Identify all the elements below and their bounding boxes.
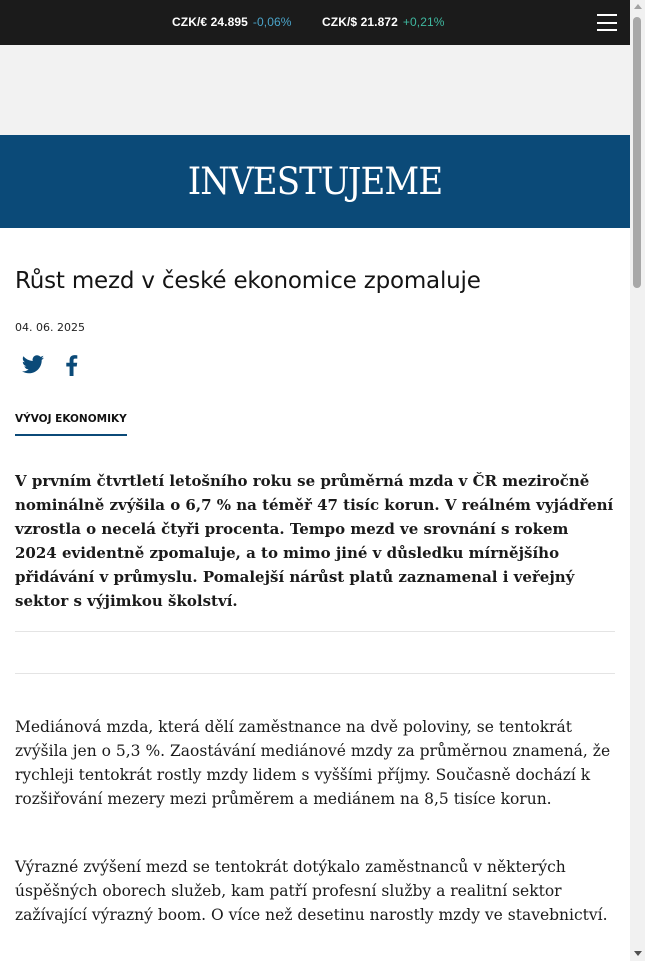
scrollbar-thumb[interactable]: [633, 17, 641, 288]
divider: [15, 673, 615, 674]
top-bar: [0, 0, 630, 45]
ticker-change: +0,21%: [402, 15, 445, 29]
article-paragraph: Mediánová mzda, která dělí zaměstnance na dvě poloviny, se tentokrát zvýšila jen o 5,3 %. Zaostávání mediánové mzdy za průměrnou znamená, že rychleji tentokrát rostly mzdy lidem s vyššími příjmy. Současně dochází k rozšiřování mezery mezi průměrem a mediánem na 8,5 tisíce korun.: [15, 718, 611, 808]
article-date: 04. 06. 2025: [15, 321, 85, 334]
twitter-icon[interactable]: [21, 353, 45, 377]
facebook-icon[interactable]: [60, 353, 84, 377]
article-title: Růst mezd v české ekonomice zpomaluje: [15, 268, 481, 294]
ticker-eur: [172, 15, 292, 29]
hamburger-menu-icon[interactable]: [597, 14, 617, 31]
ad-placeholder: [0, 45, 630, 135]
brand-header: [0, 135, 630, 228]
scroll-down-arrow-icon[interactable]: [634, 951, 642, 956]
category-tag[interactable]: VÝVOJ EKONOMIKY: [15, 413, 127, 436]
ticker-pair: CZK/$ 21.872: [322, 15, 398, 29]
ticker-pair: CZK/€ 24.895: [172, 15, 248, 29]
divider: [15, 631, 615, 632]
ticker-usd: [322, 15, 445, 29]
ticker-change: -0,06%: [252, 15, 292, 29]
scrollbar[interactable]: [630, 0, 645, 961]
site-logo[interactable]: INVESTUJEME: [187, 160, 443, 203]
scroll-up-arrow-icon[interactable]: [634, 4, 642, 9]
article-perex: V prvním čtvrtletí letošního roku se průměrná mzda v ČR meziročně nominálně zvýšila o 6,7 % na téměř 47 tisíc korun. V reálném vyjádření vzrostla o necelá čtyři procenta. Tempo mezd ve srovnání s rokem 2024 evidentně zpomaluje, a to mimo jiné v důsledku mírnějšího přidávání v průmyslu. Pomalejší nárůst platů zaznamenal i veřejný sektor s výjimkou školství.: [15, 472, 614, 610]
article-paragraph: Výrazné zvýšení mezd se tentokrát dotýkalo zaměstnanců v některých úspěšných oborech služeb, kam patří profesní služby a realitní sektor zažívající výrazný boom. O více než desetinu narostly mzdy ve stavebnictví.: [15, 858, 608, 924]
